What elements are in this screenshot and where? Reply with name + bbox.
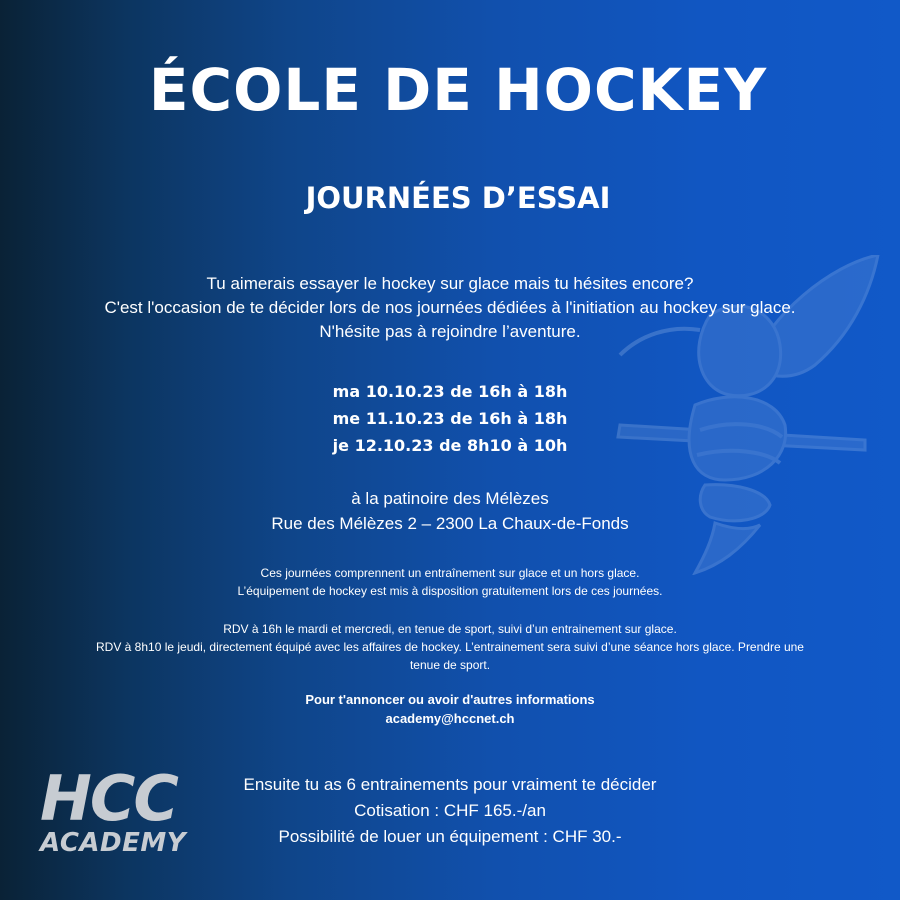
rdv-line: tenue de sport. bbox=[409, 658, 491, 672]
contact bbox=[0, 690, 900, 728]
intro-line: Tu aimerais essayer le hockey sur glace mais tu hésites encore? bbox=[206, 274, 694, 293]
date-line: je 12.10.23 de 8h10 à 10h bbox=[332, 436, 568, 455]
date-line: me 11.10.23 de 16h à 18h bbox=[332, 409, 568, 428]
location bbox=[0, 486, 900, 536]
intro-line: N'hésite pas à rejoindre l’aventure. bbox=[319, 322, 581, 341]
location-venue: à la patinoire des Mélèzes bbox=[351, 489, 549, 508]
logo-main-text: HCC bbox=[40, 762, 177, 835]
intro-text bbox=[0, 272, 900, 344]
footer-line: Possibilité de louer un équipement : CHF 30.- bbox=[278, 827, 622, 846]
trial-dates bbox=[0, 378, 900, 459]
info-line: Ces journées comprennent un entraînement sur glace et un hors glace. bbox=[260, 566, 640, 580]
logo-sub-text: ACADEMY bbox=[40, 828, 187, 858]
page-title: ÉCOLE DE HOCKEY bbox=[148, 56, 768, 124]
rdv-line: RDV à 8h10 le jeudi, directement équipé avec les affaires de hockey. L’entrainement sera suivi d’une séance hors glace. Prendre une bbox=[96, 640, 804, 654]
contact-email-link[interactable]: academy@hccnet.ch bbox=[385, 711, 515, 726]
contact-label: Pour t'annoncer ou avoir d'autres informations bbox=[305, 692, 595, 707]
info-text bbox=[0, 564, 900, 600]
intro-line: C'est l'occasion de te décider lors de nos journées dédiées à l'initiation au hockey sur glace. bbox=[104, 298, 796, 317]
footer-line: Cotisation : CHF 165.-/an bbox=[354, 801, 546, 820]
footer-line: Ensuite tu as 6 entrainements pour vraiment te décider bbox=[243, 775, 657, 794]
date-line: ma 10.10.23 de 16h à 18h bbox=[332, 382, 568, 401]
page-subtitle: JOURNÉES D’ESSAI bbox=[305, 181, 611, 215]
rdv-line: RDV à 16h le mardi et mercredi, en tenue de sport, suivi d’un entrainement sur glace. bbox=[223, 622, 677, 636]
hcc-academy-logo bbox=[38, 762, 188, 862]
info-line: L’équipement de hockey est mis à disposition gratuitement lors de ces journées. bbox=[237, 584, 663, 598]
location-address: Rue des Mélèzes 2 – 2300 La Chaux-de-Fonds bbox=[271, 514, 629, 533]
rdv-text bbox=[0, 620, 900, 674]
